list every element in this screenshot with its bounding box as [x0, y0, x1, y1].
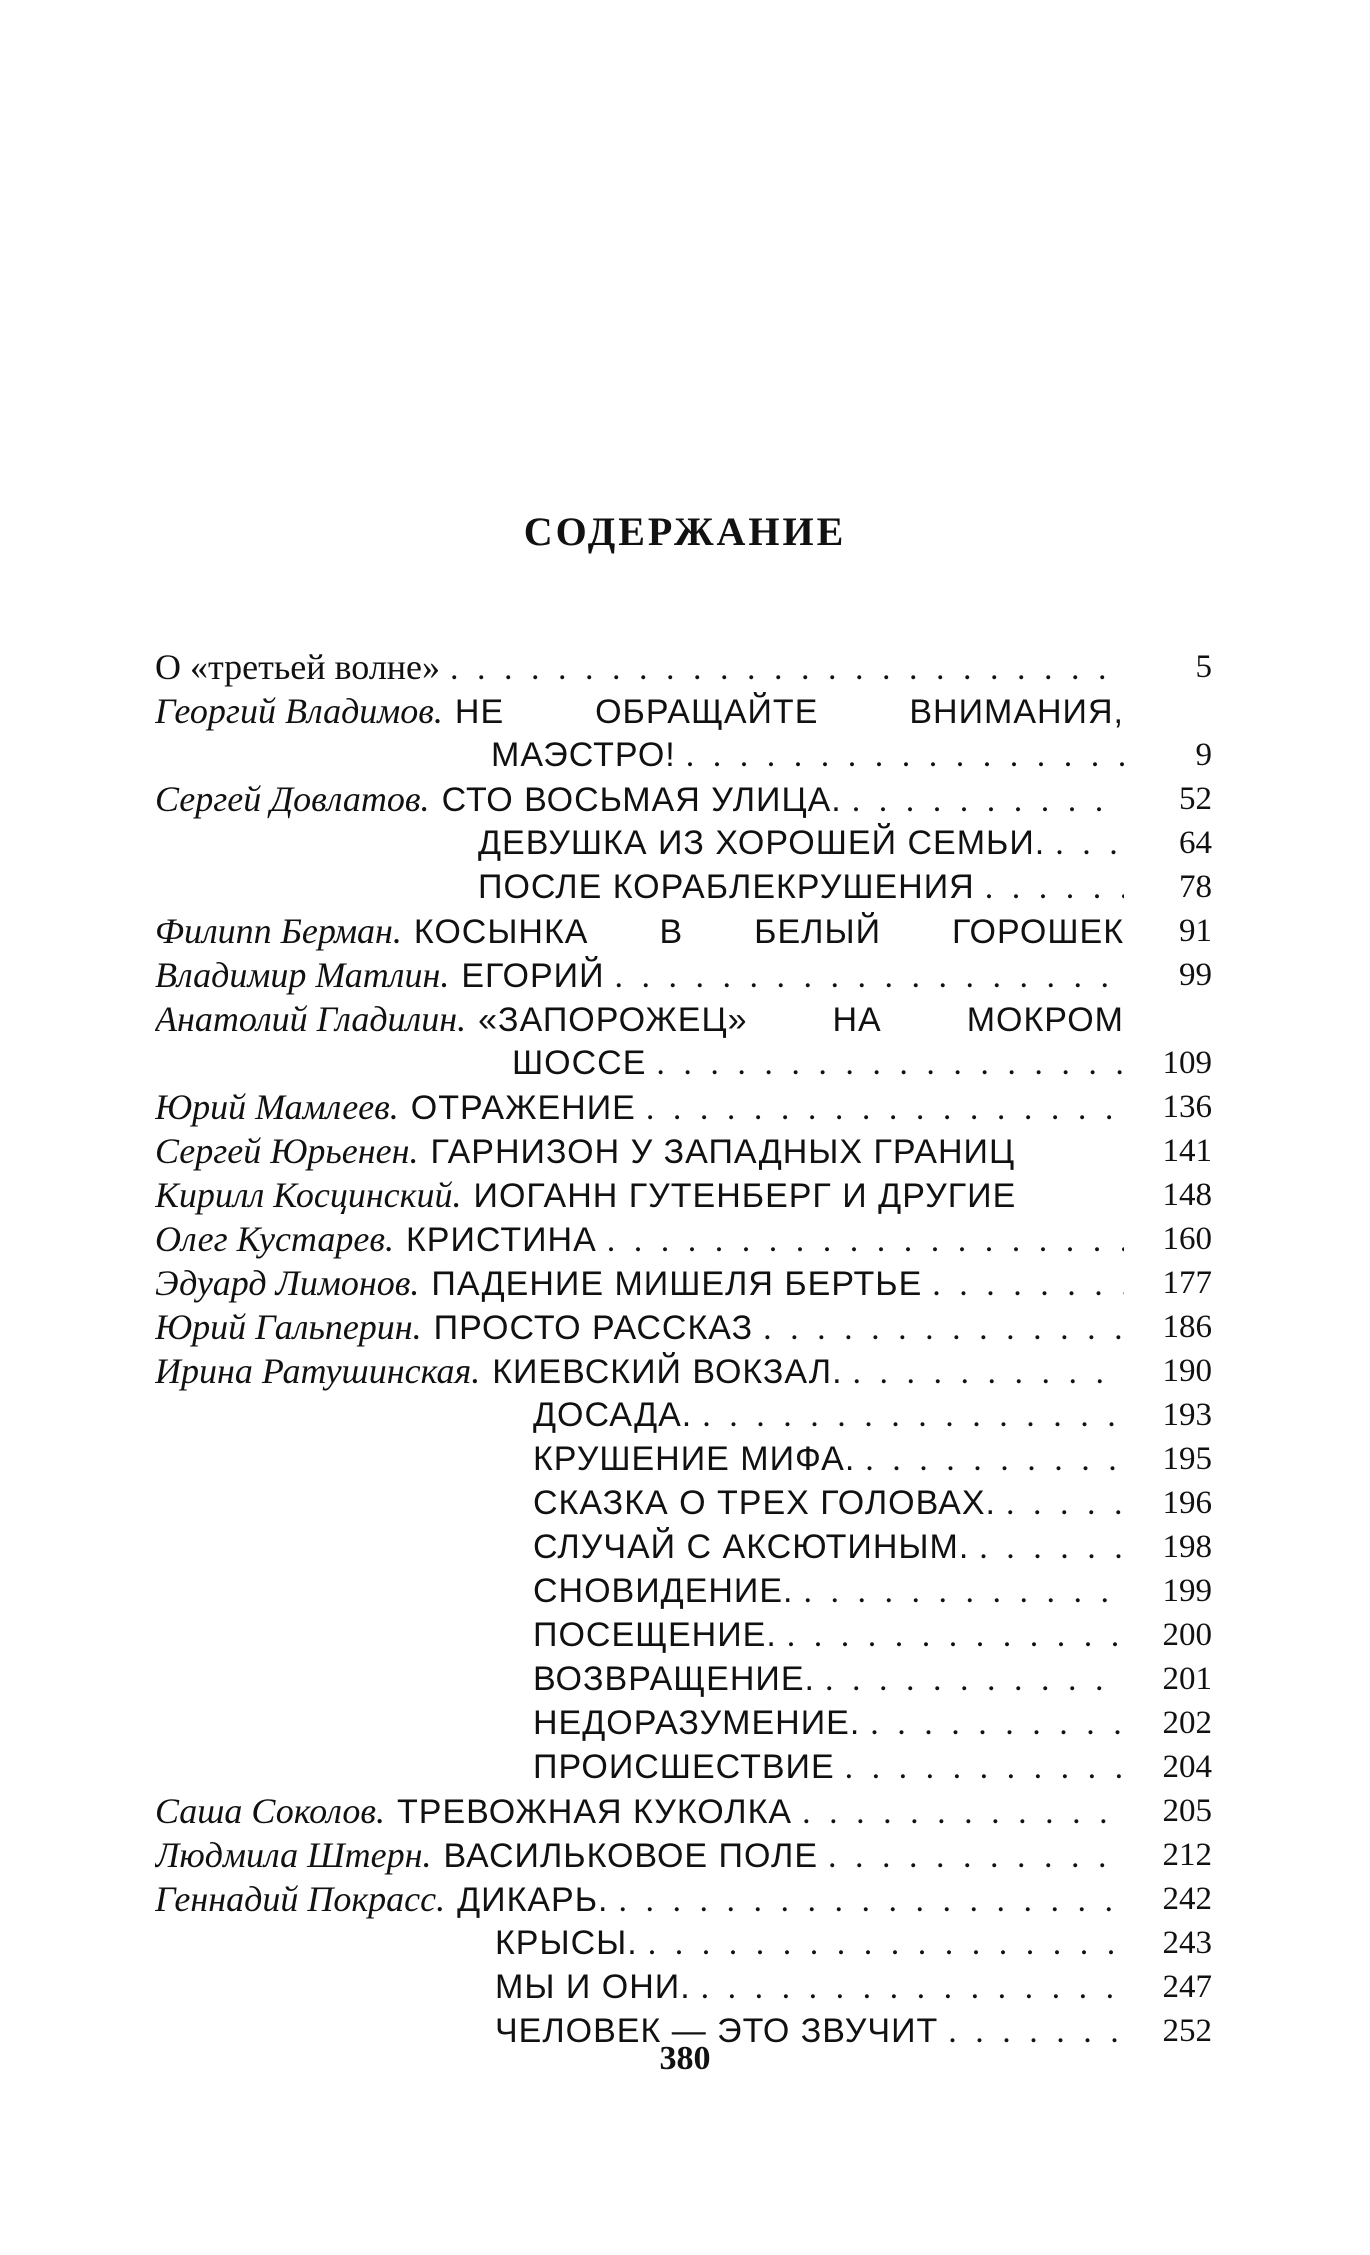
page-title: СОДЕРЖАНИЕ	[523, 509, 847, 554]
entry-title: ВАСИЛЬКОВОЕ ПОЛЕ	[443, 1837, 819, 1875]
entry-author: Ирина Ратушинская.	[155, 1351, 481, 1391]
toc-entry	[155, 1657, 1212, 1701]
entry-title: МЫ И ОНИ.	[495, 1968, 691, 2006]
entry-author: Юрий Мамлеев.	[155, 1087, 399, 1127]
dot-leader	[646, 1087, 1124, 1131]
entry-author: Кирилл Косцинский.	[155, 1175, 462, 1215]
entry-title: КРИСТИНА	[405, 1221, 597, 1259]
dot-leader	[619, 1879, 1125, 1923]
page-ref: 109	[1162, 1045, 1212, 1081]
toc-entry	[155, 1041, 1212, 1085]
toc-entry	[155, 1217, 1212, 1261]
page-ref: 212	[1162, 1837, 1212, 1873]
dot-leader	[828, 1835, 1124, 1879]
dot-leader	[656, 1042, 1124, 1086]
page-ref: 91	[1179, 913, 1212, 949]
dot-leader	[865, 1438, 1124, 1482]
entry-title: ПОСЛЕ КОРАБЛЕКРУШЕНИЯ	[478, 868, 975, 906]
entry-title: ГАРНИЗОН У ЗАПАДНЫХ ГРАНИЦ	[430, 1133, 1016, 1171]
entry-title: ДОСАДА.	[533, 1396, 693, 1434]
toc-entry	[155, 1349, 1212, 1393]
page-ref: 64	[1179, 825, 1212, 861]
toc-entry	[155, 733, 1212, 777]
entry-author: Сергей Довлатов.	[155, 779, 430, 819]
entry-title: КРУШЕНИЕ МИФА.	[533, 1440, 856, 1478]
toc-entry	[155, 645, 1212, 689]
page-ref: 195	[1162, 1441, 1212, 1477]
toc-entry	[155, 777, 1212, 821]
dot-leader	[845, 1746, 1124, 1790]
page-ref: 242	[1162, 1881, 1212, 1917]
page-ref: 205	[1162, 1793, 1212, 1829]
dot-leader	[686, 734, 1124, 778]
dot-leader	[607, 1219, 1124, 1263]
dot-leader	[825, 1658, 1124, 1702]
entry-title: МАЭСТРО!	[491, 736, 676, 774]
page-ref: 196	[1162, 1485, 1212, 1521]
entry-title: О «третьей волне»	[155, 647, 441, 687]
page-ref: 177	[1162, 1265, 1212, 1301]
dot-leader	[804, 1570, 1125, 1614]
page-ref: 202	[1162, 1705, 1212, 1741]
entry-author: Анатолий Гладилин.	[155, 999, 467, 1039]
page-ref: 204	[1162, 1749, 1212, 1785]
page-ref: 193	[1162, 1397, 1212, 1433]
page-ref: 5	[1195, 649, 1212, 685]
entry-title: СЛУЧАЙ С АКСЮТИНЫМ.	[533, 1528, 970, 1566]
dot-leader	[648, 1922, 1124, 1966]
dot-leader	[870, 1702, 1124, 1746]
entry-author: Филипп Берман.	[155, 911, 402, 951]
entry-title: КРЫСЫ.	[495, 1924, 638, 1962]
page-ref: 78	[1179, 869, 1212, 905]
toc-entry	[155, 1481, 1212, 1525]
entry-title: ДИКАРЬ.	[457, 1881, 609, 1919]
toc-entry	[155, 1261, 1212, 1305]
dot-leader	[702, 1394, 1124, 1438]
dot-leader	[763, 1307, 1124, 1351]
entry-title: ИОГАНН ГУТЕНБЕРГ И ДРУГИЕ	[473, 1177, 1017, 1215]
page-ref: 186	[1162, 1309, 1212, 1345]
dot-leader	[615, 955, 1124, 999]
entry-title: «ЗАПОРОЖЕЦ» НА МОКРОМ	[478, 1001, 1124, 1039]
dot-leader	[1006, 1482, 1124, 1526]
entry-author: Юрий Гальперин.	[155, 1307, 422, 1347]
entry-author: Людмила Штерн.	[155, 1835, 432, 1875]
entry-title: ЧЕЛОВЕК — ЭТО ЗВУЧИТ	[495, 2012, 939, 2050]
toc-entry	[155, 1305, 1212, 1349]
toc-entry	[155, 1789, 1212, 1833]
entry-title: ВОЗВРАЩЕНИЕ.	[533, 1660, 815, 1698]
page-ref: 190	[1162, 1353, 1212, 1389]
entry-title: НЕДОРАЗУМЕНИЕ.	[533, 1704, 861, 1742]
entry-title: ОТРАЖЕНИЕ	[410, 1089, 636, 1127]
toc-entry	[155, 997, 1212, 1041]
entry-author: Сергей Юрьенен.	[155, 1131, 419, 1171]
page-ref: 148	[1162, 1177, 1212, 1213]
entry-title: ТРЕВОЖНАЯ КУКОЛКА	[397, 1793, 793, 1831]
page-ref: 243	[1162, 1925, 1212, 1961]
dot-leader	[802, 1791, 1124, 1835]
toc-entry	[155, 953, 1212, 997]
entry-title: ПАДЕНИЕ МИШЕЛЯ БЕРТЬЕ	[431, 1265, 923, 1303]
toc-entry	[155, 1129, 1212, 1173]
toc-entry	[155, 1613, 1212, 1657]
page-ref: 160	[1162, 1221, 1212, 1257]
toc-entry	[155, 1745, 1212, 1789]
dot-leader	[932, 1263, 1124, 1307]
dot-leader	[985, 866, 1124, 910]
entry-title: КИЕВСКИЙ ВОКЗАЛ.	[492, 1353, 843, 1391]
dot-leader	[979, 1526, 1124, 1570]
toc-entry	[155, 1437, 1212, 1481]
entry-title: СТО ВОСЬМАЯ УЛИЦА.	[441, 781, 842, 819]
entry-title: ПОСЕЩЕНИЕ.	[533, 1616, 777, 1654]
entry-author: Владимир Матлин.	[155, 955, 450, 995]
toc-entry	[155, 1173, 1212, 1217]
page-ref: 199	[1162, 1573, 1212, 1609]
toc-entry	[155, 689, 1212, 733]
toc-entry	[155, 865, 1212, 909]
page-ref: 201	[1162, 1661, 1212, 1697]
entry-author: Геннадий Покрасс.	[155, 1879, 446, 1919]
page-ref: 52	[1179, 781, 1212, 817]
toc-entry	[155, 1569, 1212, 1613]
page-ref: 200	[1162, 1617, 1212, 1653]
entry-title: ДЕВУШКА ИЗ ХОРОШЕЙ СЕМЬИ.	[478, 824, 1046, 862]
page-number: 380	[659, 2040, 711, 2077]
dot-leader	[852, 779, 1124, 823]
entry-author: Саша Соколов.	[155, 1791, 386, 1831]
page-ref: 252	[1162, 2013, 1212, 2049]
entry-title: СНОВИДЕНИЕ.	[533, 1572, 794, 1610]
entry-title: НЕ ОБРАЩАЙТЕ ВНИМАНИЯ,	[454, 693, 1124, 731]
toc-entry	[155, 1921, 1212, 1965]
dot-leader	[701, 1966, 1124, 2010]
toc-entry	[155, 1965, 1212, 2009]
entry-title: ЕГОРИЙ	[461, 957, 605, 995]
entry-title: ПРОСТО РАССКАЗ	[433, 1309, 754, 1347]
entry-title: ПРОИСШЕСТВИЕ	[533, 1748, 835, 1786]
toc-entry	[155, 1085, 1212, 1129]
toc-entry	[155, 1877, 1212, 1921]
entry-title: СКАЗКА О ТРЕХ ГОЛОВАХ.	[533, 1484, 996, 1522]
toc-entry	[155, 1393, 1212, 1437]
toc-entry	[155, 909, 1212, 953]
table-of-contents	[155, 645, 1212, 2053]
dot-leader	[1055, 822, 1124, 866]
toc-entry	[155, 821, 1212, 865]
page-ref: 198	[1162, 1529, 1212, 1565]
entry-author: Георгий Владимов.	[155, 691, 443, 731]
dot-leader	[853, 1351, 1124, 1395]
entry-title: ШОССЕ	[512, 1044, 647, 1082]
entry-title: КОСЫНКА В БЕЛЫЙ ГОРОШЕК	[413, 913, 1124, 951]
page-ref: 247	[1162, 1969, 1212, 2005]
page-ref: 136	[1162, 1089, 1212, 1125]
toc-entry	[155, 1833, 1212, 1877]
page-ref: 99	[1179, 957, 1212, 993]
toc-entry	[155, 1701, 1212, 1745]
entry-author: Олег Кустарев.	[155, 1219, 394, 1259]
page-ref: 9	[1195, 737, 1212, 773]
dot-leader	[787, 1614, 1124, 1658]
entry-author: Эдуард Лимонов.	[155, 1263, 420, 1303]
toc-entry	[155, 1525, 1212, 1569]
dot-leader	[450, 647, 1124, 691]
page-ref: 141	[1162, 1133, 1212, 1169]
